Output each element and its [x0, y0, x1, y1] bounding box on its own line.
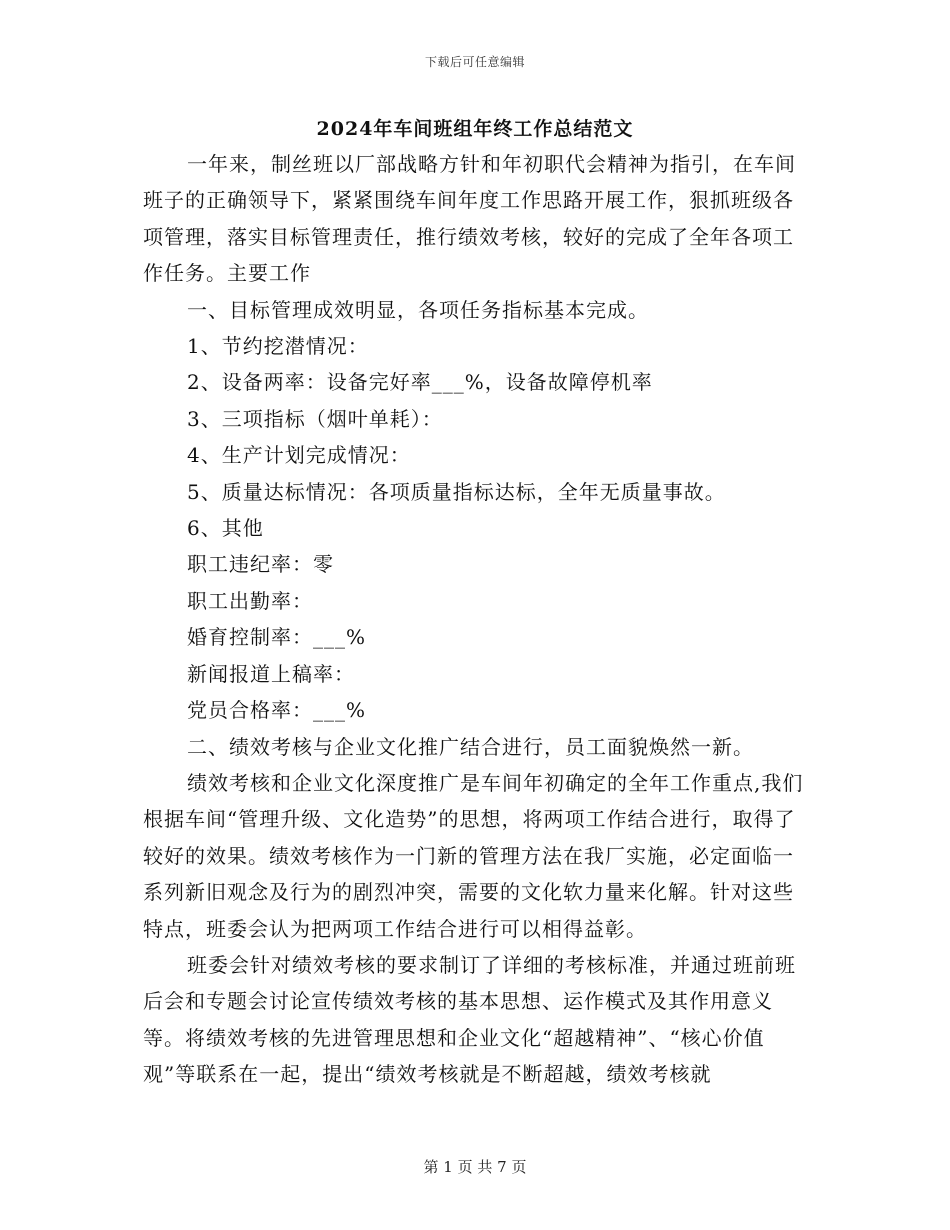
list-item: 5、质量达标情况：各项质量指标达标，全年无质量事故。	[187, 479, 726, 504]
document-title: 2024年车间班组年终工作总结范文	[316, 118, 634, 140]
paragraph-body: 班委会针对绩效考核的要求制订了详细的考核标准，并通过班前班后会和专题会讨论宣传绩效考核的基本思想、运作模式及其作用意义等。将绩效考核的先进管理思想和企业文化“超越精神”、“核心价值观”等联系在一起，提出“绩效考核就是不断超越，绩效考核就	[143, 952, 796, 1087]
document-body	[143, 146, 807, 1093]
list-item: 6、其他	[187, 516, 264, 541]
list-item: 职工出勤率：	[187, 588, 313, 613]
page-header: 下载后可任意编辑	[424, 55, 525, 69]
list-item: 职工违纪率：零	[187, 552, 334, 577]
paragraph-intro: 一年来，制丝班以厂部战略方针和年初职代会精神为指引，在车间班子的正确领导下，紧紧围绕车间年度工作思路开展工作，狠抓班级各项管理，落实目标管理责任，推行绩效考核，较好的完成了全年各项工作任务。主要工作	[143, 152, 796, 286]
list-item: 4、生产计划完成情况：	[187, 443, 411, 468]
list-item: 2、设备两率：设备完好率___%，设备故障停机率	[187, 370, 653, 395]
section-heading-1: 一、目标管理成效明显，各项任务指标基本完成。	[187, 297, 649, 322]
section-heading-2: 二、绩效考核与企业文化推广结合进行，员工面貌焕然一新。	[187, 734, 754, 759]
list-item: 新闻报道上稿率：	[187, 661, 355, 686]
list-item: 3、三项指标（烟叶单耗）：	[187, 406, 443, 431]
paragraph-body: 绩效考核和企业文化深度推广是车间年初确定的全年工作重点,我们根据车间“管理升级、文化造势”的思想，将两项工作结合进行，取得了较好的效果。绩效考核作为一门新的管理方法在我厂实施，必定面临一系列新旧观念及行为的剧烈冲突，需要的文化软力量来化解。针对这些特点，班委会认为把两项工作结合进行可以相得益彰。	[143, 770, 804, 941]
page-footer: 第 1 页 共 7 页	[423, 1158, 527, 1176]
list-item: 婚育控制率：___%	[187, 625, 367, 650]
list-item: 1、节约挖潜情况：	[187, 334, 369, 359]
list-item: 党员合格率：___%	[187, 698, 367, 723]
